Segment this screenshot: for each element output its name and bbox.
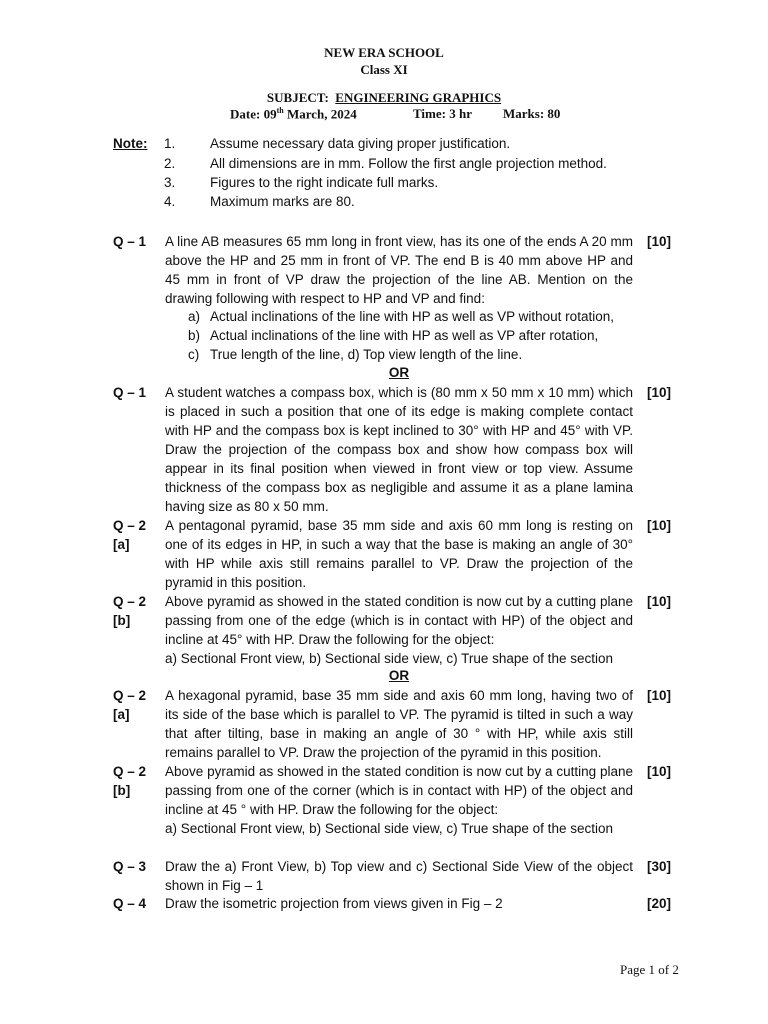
note-label: Note:: [113, 136, 148, 151]
question-part: [b]: [113, 613, 131, 628]
question-marks: [10]: [647, 385, 672, 400]
question-number: Q – 2: [113, 688, 147, 703]
question-marks: [10]: [647, 764, 672, 779]
question-body: Above pyramid as showed in the stated condition is now cut by a cutting plane passing from one of the corner (which is in contact with HP) of the object and incline at 45 ° with HP. Draw the following for the object:: [165, 764, 633, 817]
note-num: 3.: [164, 175, 176, 190]
note-text: Assume necessary data giving proper justification.: [210, 136, 511, 151]
question-body: Above pyramid as showed in the stated condition is now cut by a cutting plane passing from one of the edge (which is in contact with HP) of the object and incline at 45° with HP. Draw the following for the object:: [165, 594, 633, 647]
exam-date: Date: 09th March, 2024: [230, 106, 357, 122]
question-marks: [10]: [647, 688, 672, 703]
note-text: Maximum marks are 80.: [210, 194, 355, 209]
note-num: 4.: [164, 194, 176, 209]
sub-item: [188, 326, 638, 345]
question-label: Q – 3: [113, 859, 147, 874]
school-name: NEW ERA SCHOOL: [324, 45, 444, 60]
question-tail: a) Sectional Front view, b) Sectional side view, c) True shape of the section: [165, 821, 613, 836]
question-text: A student watches a compass box, which is (80 mm x 50 mm x 10 mm) which is placed in such a position that one of its edge is making complete contact with HP and the compass box is kept inclined to 30° with HP and 45° with VP. Draw the projection of the compass box and show how compass box will appear in its final position when viewed in front view or top view. Assume thickness of the compass box as negligible and assume it as a plane lamina having size as 80 x 50 mm.: [165, 385, 633, 514]
question-label: Q – 4: [113, 896, 147, 911]
or-divider: OR: [388, 365, 410, 380]
sub-letter: b): [188, 328, 201, 343]
question-label: [113, 592, 163, 630]
note-text: Figures to the right indicate full marks.: [210, 175, 439, 190]
class-name: Class XI: [360, 62, 408, 77]
note-num: 2.: [164, 156, 176, 171]
question-text: [165, 762, 633, 838]
question-text: A pentagonal pyramid, base 35 mm side and axis 60 mm long is resting on one of its edges in HP, in such a way that the base is making an angle of 30° with HP while axis still remains parallel to VP. Draw the projection of the pyramid in this position.: [165, 518, 633, 590]
question-number: Q – 2: [113, 764, 147, 779]
question-text: [165, 592, 633, 668]
subject-label: SUBJECT:: [266, 90, 329, 105]
question-label: Q – 1: [113, 234, 147, 249]
note-text: All dimensions are in mm. Follow the first angle projection method.: [210, 156, 607, 171]
page-number: Page 1 of 2: [620, 962, 679, 977]
question-marks: [20]: [647, 896, 672, 911]
note-num: 1.: [164, 136, 176, 151]
question-text: A line AB measures 65 mm long in front view, has its one of the ends A 20 mm above the HP and 25 mm in front of VP. The end B is 40 mm above HP and 45 mm in front of VP draw the projection of the line AB. Mention on the drawing following with respect to HP and VP and find:: [165, 234, 633, 306]
question-marks: [10]: [647, 234, 672, 249]
question-number: Q – 2: [113, 518, 147, 533]
sub-letter: c): [188, 347, 200, 362]
sub-text: Actual inclinations of the line with HP as well as VP without rotation,: [210, 309, 614, 324]
subject-name: ENGINEERING GRAPHICS: [335, 90, 502, 105]
question-label: [113, 516, 163, 554]
question-text: A hexagonal pyramid, base 35 mm side and axis 60 mm long, having two of its side of the base which is parallel to VP. The pyramid is tilted in such a way that after tilting, base in making an angle of 30 ° with HP, while axis still remains parallel to VP. Draw the projection of the pyramid in this position.: [165, 688, 633, 760]
question-part: [a]: [113, 537, 130, 552]
sub-text: True length of the line, d) Top view length of the line.: [210, 347, 523, 362]
exam-time: Time: 3 hr: [413, 106, 472, 121]
question-text: Draw the a) Front View, b) Top view and c) Sectional Side View of the object shown in Fig – 1: [165, 859, 633, 893]
subject-line: [0, 90, 768, 106]
sub-item: [188, 307, 638, 326]
question-text: Draw the isometric projection from views given in Fig – 2: [165, 896, 503, 911]
question-marks: [10]: [647, 518, 672, 533]
sub-item: [188, 345, 638, 364]
sub-letter: a): [188, 309, 201, 324]
question-marks: [30]: [647, 859, 672, 874]
question-marks: [10]: [647, 594, 672, 609]
exam-marks: Marks: 80: [503, 106, 561, 121]
question-label: [113, 686, 163, 724]
question-tail: a) Sectional Front view, b) Sectional side view, c) True shape of the section: [165, 651, 613, 666]
question-number: Q – 2: [113, 594, 147, 609]
question-label: [113, 762, 163, 800]
question-part: [a]: [113, 707, 130, 722]
sub-text: Actual inclinations of the line with HP as well as VP after rotation,: [210, 328, 599, 343]
question-part: [b]: [113, 783, 131, 798]
question-label: Q – 1: [113, 385, 147, 400]
or-divider: OR: [388, 668, 410, 683]
